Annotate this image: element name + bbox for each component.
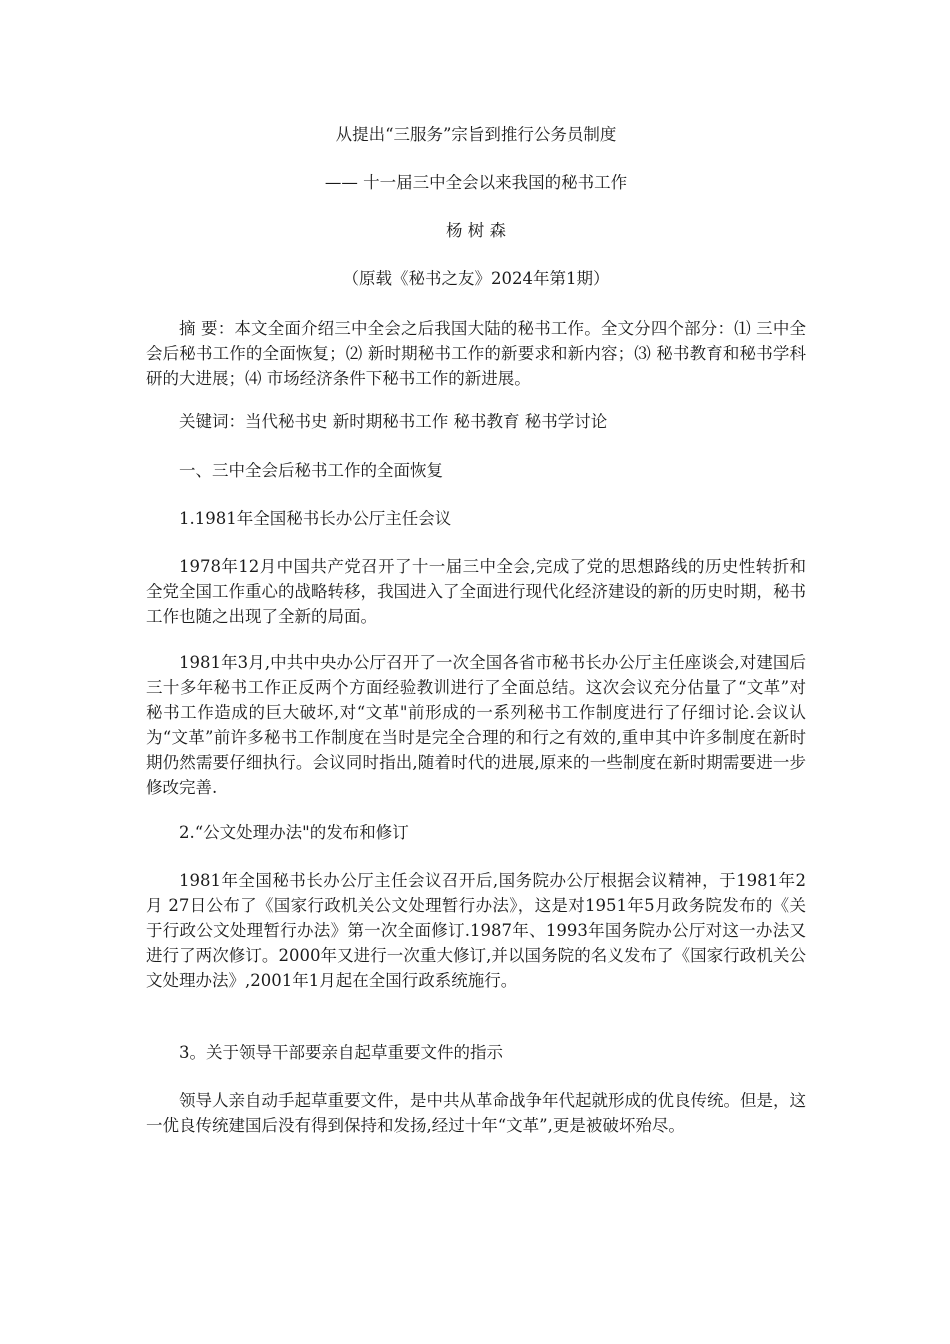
body-paragraph-1: 1978年12月中国共产党召开了十一届三中全会,完成了党的思想路线的历史性转折和全党全国工作重心的战略转移，我国进入了全面进行现代化经济建设的新的历史时期，秘书工作也随之出现了全新的局面。 [146,557,806,626]
keywords-line: 关键词：当代秘书史 新时期秘书工作 秘书教育 秘书学讨论 [179,412,608,431]
article-subtitle: —— 十一届三中全会以来我国的秘书工作 [324,173,628,192]
body-paragraph-2: 1981年3月,中共中央办公厅召开了一次全国各省市秘书长办公厅主任座谈会,对建国后三十多年秘书工作正反两个方面经验教训进行了全面总结。这次会议充分估量了“文革”对秘书工作造成的巨大破坏,对“文革"前形成的一系列秘书工作制度进行了仔细讨论.会议认为“文革”前许多秘书工作制度在当时是完全合理的和行之有效的,重申其中许多制度在新时期仍然需要仔细执行。会议同时指出,随着时代的进展,原来的一些制度在新时期需要进一步修改完善. [146,653,806,797]
article-source: （原载《秘书之友》2024年第1期） [342,269,610,288]
body-paragraph-3: 1981年全国秘书长办公厅主任会议召开后,国务院办公厅根据会议精神，于1981年2月 27日公布了《国家行政机关公文处理暂行办法》，这是对1951年5月政务院发布的《关于行政公文处理暂行办法》第一次全面修订.1987年、1993年国务院办公厅对这一办法又进行了两次修订。2000年又进行一次重大修订,并以国务院的名义发布了《国家行政机关公文处理办法》,2001年1月起在全国行政系统施行。 [146,871,806,990]
body-paragraph-4: 领导人亲自动手起草重要文件，是中共从革命战争年代起就形成的优良传统。但是，这一优良传统建国后没有得到保持和发扬,经过十年“文革”,更是被破坏殆尽。 [146,1091,806,1135]
article-title: 从提出“三服务”宗旨到推行公务员制度 [335,125,617,144]
abstract-paragraph: 摘 要：本文全面介绍三中全会之后我国大陆的秘书工作。全文分四个部分：⑴ 三中全会后秘书工作的全面恢复；⑵ 新时期秘书工作的新要求和新内容；⑶ 秘书教育和秘书学科研的大进展；⑷ 市场经济条件下秘书工作的新进展。 [146,319,806,388]
subsection-heading-1: 1.1981年全国秘书长办公厅主任会议 [179,509,452,528]
article-author: 杨 树 森 [446,221,506,240]
section-heading-1: 一、三中全会后秘书工作的全面恢复 [179,461,443,480]
subsection-heading-3: 3。关于领导干部要亲自起草重要文件的指示 [179,1043,503,1062]
subsection-heading-2: 2.“公文处理办法"的发布和修订 [179,823,409,842]
